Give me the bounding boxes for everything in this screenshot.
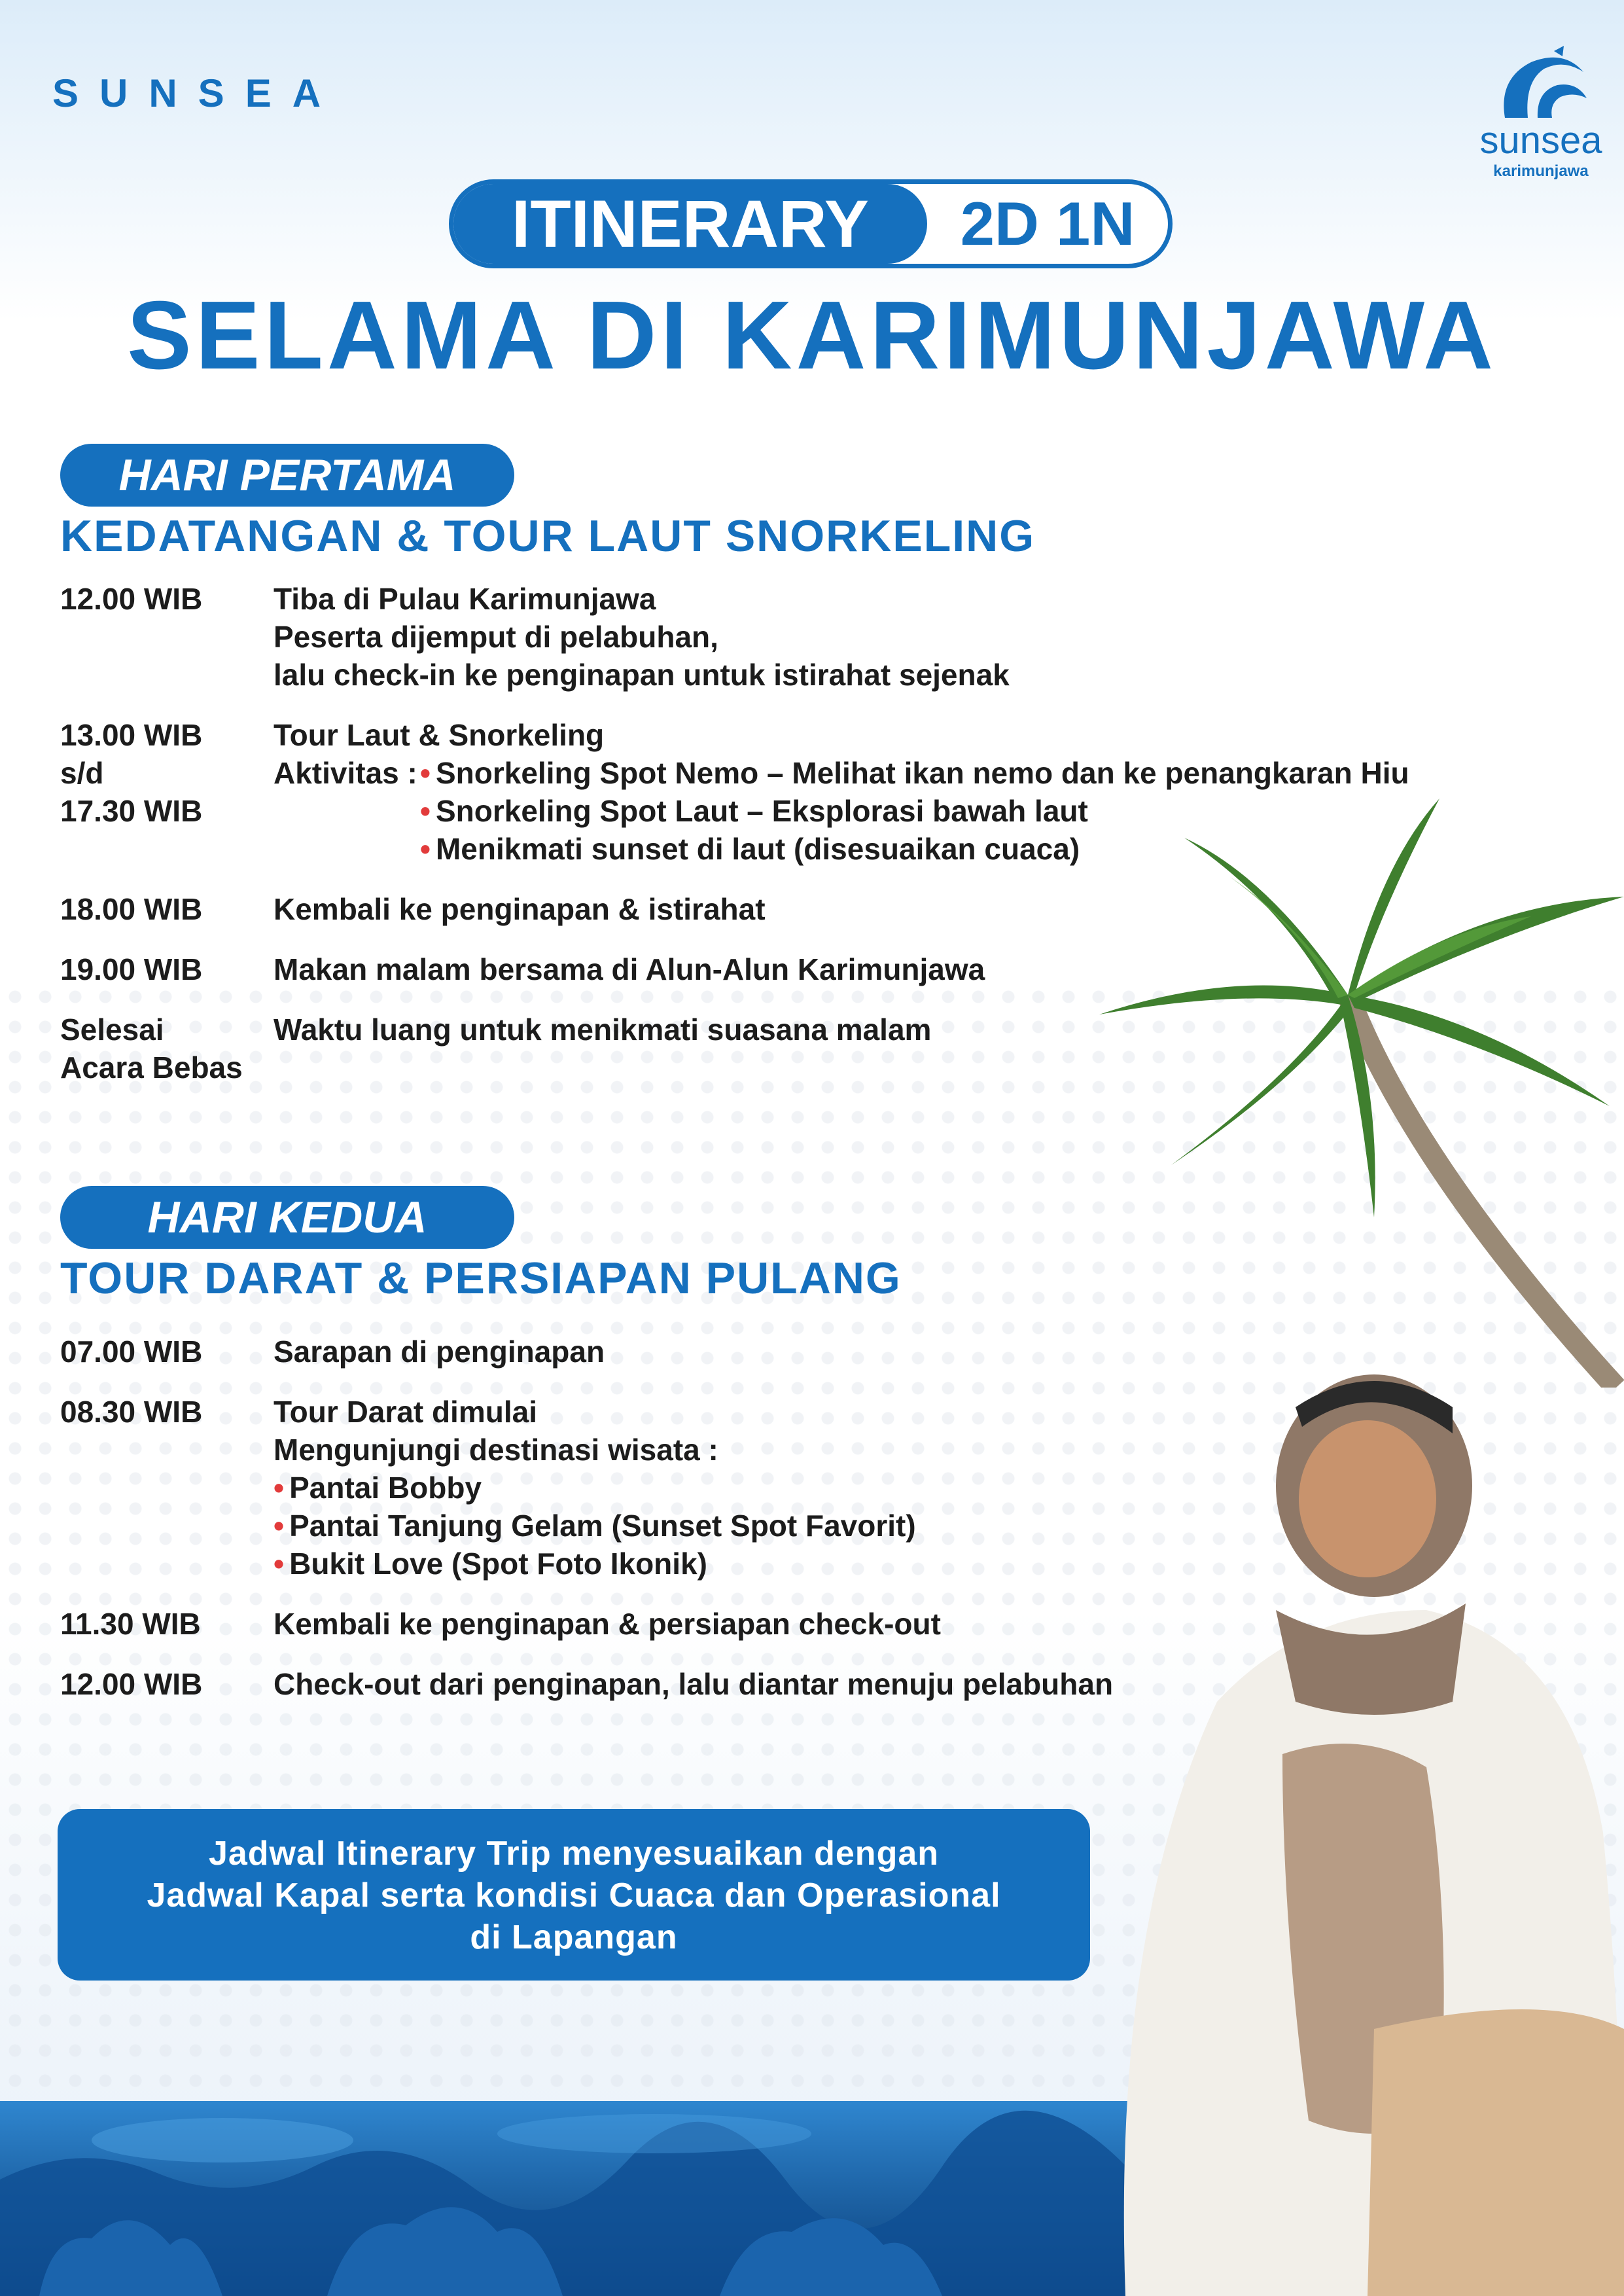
schedule-time: 18.00 WIB	[60, 892, 203, 926]
logo-name: sunsea	[1479, 119, 1602, 162]
desc-line: Tour Laut & Snorkeling	[274, 718, 605, 752]
bullet-icon: •	[419, 832, 431, 866]
desc-line: Tiba di Pulau Karimunjawa	[274, 582, 656, 616]
day2-badge: HARI KEDUA	[60, 1186, 514, 1249]
schedule-row	[60, 1665, 1519, 1703]
dolphin-wave-icon	[1492, 46, 1590, 124]
day1-schedule	[60, 580, 1519, 1109]
list-item	[274, 1507, 1519, 1545]
day2-subtitle: TOUR DARAT & PERSIAPAN PULANG	[60, 1253, 902, 1303]
day1-badge: HARI PERTAMA	[60, 444, 514, 507]
schedule-row	[60, 950, 1519, 988]
destination-text: Pantai Bobby	[289, 1471, 482, 1505]
schedule-desc	[274, 580, 1519, 694]
activity-label: Aktivitas :	[274, 756, 417, 790]
note-line: Jadwal Kapal serta kondisi Cuaca dan Operasional	[147, 1876, 1001, 1914]
brand-wordmark: SUNSEA	[52, 71, 342, 115]
schedule-time: 13.00 WIB s/d 17.30 WIB	[60, 718, 203, 828]
schedule-desc	[274, 1393, 1519, 1583]
list-item	[420, 792, 1519, 830]
list-item	[420, 830, 1519, 868]
itinerary-badge	[449, 179, 1173, 268]
list-item	[274, 1545, 1519, 1583]
schedule-desc	[274, 716, 1519, 868]
schedule-time: 07.00 WIB	[60, 1335, 203, 1369]
desc-line: Tour Darat dimulai	[274, 1395, 537, 1429]
day2-schedule	[60, 1333, 1519, 1725]
duration-label: 2D 1N	[960, 189, 1135, 258]
desc-line: Mengunjungi destinasi wisata :	[274, 1433, 718, 1467]
activity-text: Snorkeling Spot Laut – Eksplorasi bawah laut	[435, 794, 1088, 828]
list-item	[274, 1469, 1519, 1507]
itinerary-label: ITINERARY	[453, 184, 927, 264]
schedule-row	[60, 890, 1519, 928]
bullet-icon: •	[274, 1547, 285, 1581]
desc-line: Kembali ke penginapan & istirahat	[274, 892, 766, 926]
schedule-desc	[274, 1011, 1519, 1086]
bullet-icon: •	[274, 1471, 285, 1505]
desc-line: Peserta dijemput di pelabuhan,	[274, 620, 718, 654]
note-line: di Lapangan	[470, 1918, 678, 1956]
sunsea-logo	[1472, 46, 1610, 181]
bullet-icon: •	[419, 756, 431, 790]
desc-line: lalu check-in ke penginapan untuk istirahat sejenak	[274, 658, 1010, 692]
desc-line: Makan malam bersama di Alun-Alun Karimunjawa	[274, 952, 985, 986]
schedule-row	[60, 716, 1519, 868]
desc-line: Check-out dari penginapan, lalu diantar menuju pelabuhan	[274, 1667, 1114, 1701]
activity-block	[274, 754, 1519, 868]
schedule-desc	[274, 890, 1519, 928]
schedule-row	[60, 580, 1519, 694]
schedule-row	[60, 1605, 1519, 1643]
note-line: Jadwal Itinerary Trip menyesuaikan dengan	[208, 1835, 940, 1873]
schedule-time: 11.30 WIB	[60, 1607, 201, 1641]
schedule-desc	[274, 950, 1519, 988]
schedule-row	[60, 1333, 1519, 1371]
schedule-desc	[274, 1605, 1519, 1643]
destination-text: Bukit Love (Spot Foto Ikonik)	[289, 1547, 707, 1581]
schedule-time: 12.00 WIB	[60, 582, 203, 616]
desc-line: Sarapan di penginapan	[274, 1335, 605, 1369]
disclaimer-note	[58, 1809, 1090, 1981]
activity-text: Menikmati sunset di laut (disesuaikan cuaca)	[435, 832, 1080, 866]
activity-list	[420, 754, 1519, 868]
schedule-row	[60, 1011, 1519, 1086]
desc-line: Kembali ke penginapan & persiapan check-out	[274, 1607, 941, 1641]
schedule-desc	[274, 1665, 1519, 1703]
destination-text: Pantai Tanjung Gelam (Sunset Spot Favorit)	[289, 1509, 916, 1543]
schedule-time: 08.30 WIB	[60, 1395, 203, 1429]
schedule-desc	[274, 1333, 1519, 1371]
logo-subtitle: karimunjawa	[1493, 162, 1589, 180]
day1-subtitle: KEDATANGAN & TOUR LAUT SNORKELING	[60, 511, 1036, 561]
schedule-time: Selesai Acara Bebas	[60, 1013, 243, 1085]
list-item	[420, 754, 1519, 792]
coral-reef-image	[0, 2101, 1139, 2296]
desc-line: Waktu luang untuk menikmati suasana malam	[274, 1013, 932, 1047]
bullet-icon: •	[274, 1509, 285, 1543]
bullet-icon: •	[419, 794, 431, 828]
schedule-row	[60, 1393, 1519, 1583]
schedule-time: 12.00 WIB	[60, 1667, 203, 1701]
page-title: SELAMA DI KARIMUNJAWA	[127, 281, 1497, 389]
activity-text: Snorkeling Spot Nemo – Melihat ikan nemo dan ke penangkaran Hiu	[435, 756, 1409, 790]
schedule-time: 19.00 WIB	[60, 952, 203, 986]
